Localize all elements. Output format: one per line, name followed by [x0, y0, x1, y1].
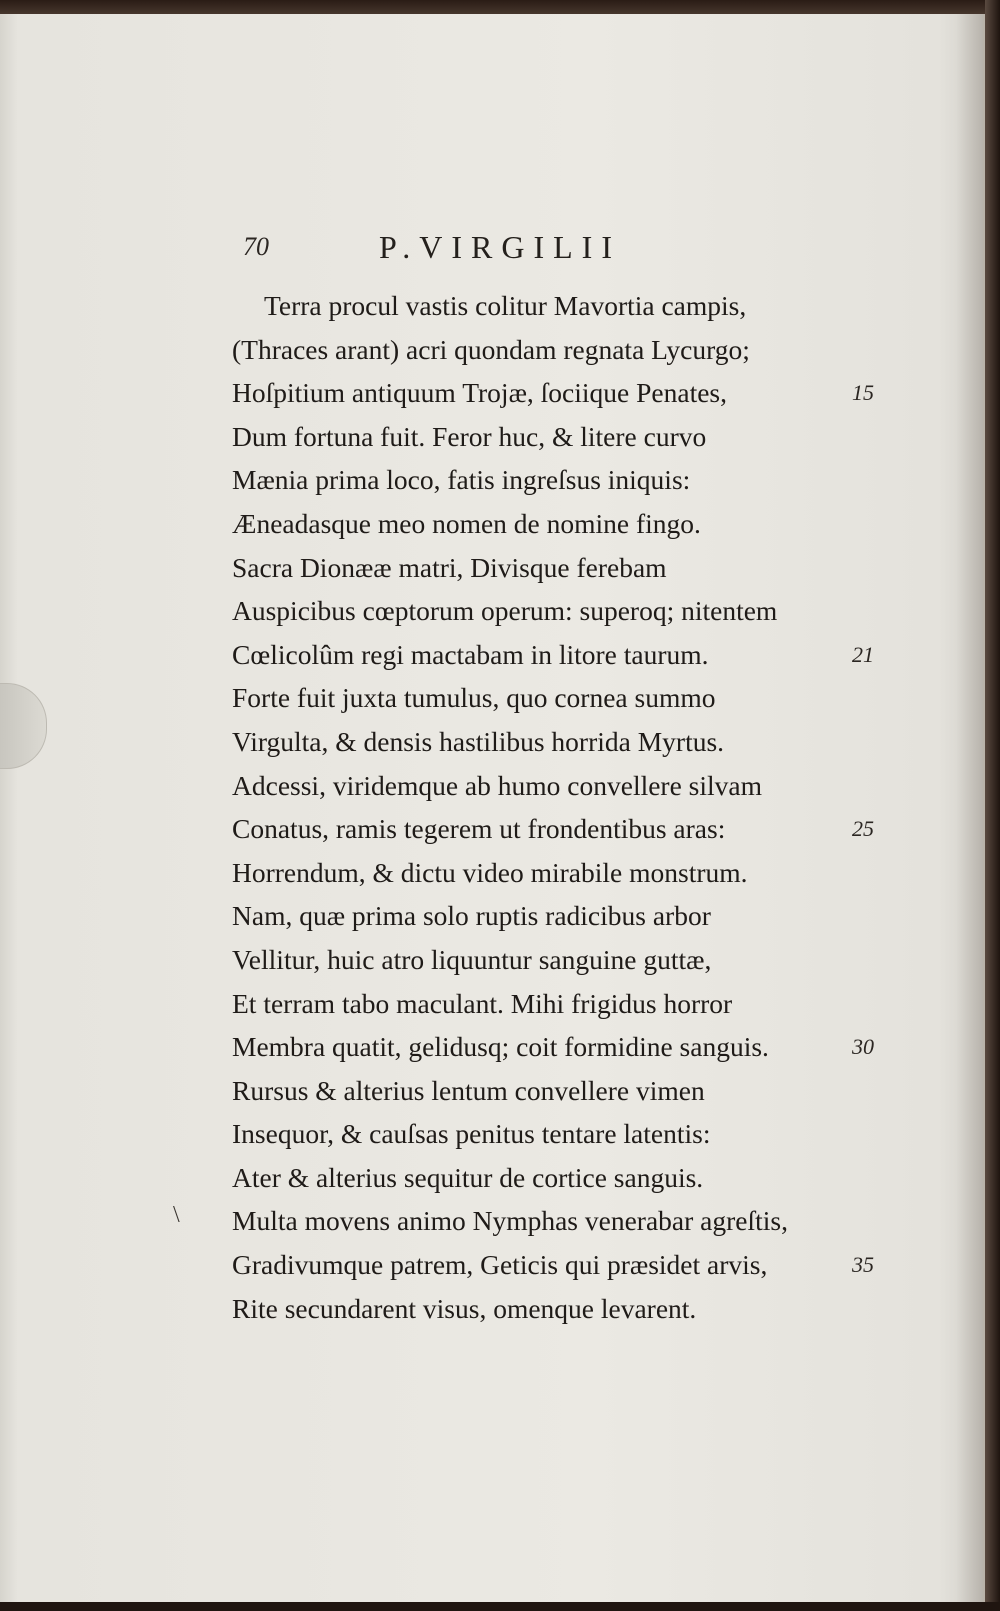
verse-text: Insequor, & cauſsas penitus tentare latentis: [232, 1118, 711, 1150]
verse-line [232, 807, 888, 851]
verse-text: Rite secundarent visus, omenque levarent. [232, 1292, 697, 1324]
verse-number: 21 [852, 641, 874, 667]
verse-line [232, 1243, 888, 1287]
verse-line [232, 676, 888, 720]
verse-text: Membra quatit, gelidusq; coit formidine sanguis. [232, 1031, 769, 1063]
verse-line [232, 764, 888, 808]
book-cover-edge [985, 0, 1000, 1611]
verse-text: Æneadasque meo nomen de nomine fingo. [232, 507, 701, 539]
verse-line [232, 371, 888, 415]
verse-text: Adcessi, viridemque ab humo convellere silvam [232, 769, 762, 801]
verse-line [232, 328, 888, 372]
verse-text: Terra procul vastis colitur Mavortia campis, [264, 290, 747, 321]
verse-line [232, 1069, 888, 1113]
verse-text: Et terram tabo maculant. Mihi frigidus horror [232, 987, 733, 1019]
verse-line [232, 1156, 888, 1200]
verse-line [232, 1199, 888, 1243]
verse-line [232, 1287, 888, 1331]
verse-text: Dum fortuna fuit. Feror huc, & litere curvo [232, 420, 707, 452]
verse-text: Conatus, ramis tegerem ut frondentibus aras: [232, 813, 726, 845]
book-bottom-edge [0, 1602, 1000, 1611]
verse-number: 25 [852, 816, 874, 842]
margin-mark: \ [173, 1202, 180, 1228]
verse-text: Nam, quæ prima solo ruptis radicibus arbor [232, 900, 711, 932]
verse-text: Ater & alterius sequitur de cortice sanguis. [232, 1161, 704, 1193]
verse-line [232, 284, 888, 328]
verse-block [232, 284, 888, 1330]
verse-text: Hoſpitium antiquum Trojæ, ſociique Penates, [232, 377, 727, 409]
verse-line [232, 546, 888, 590]
verse-text: Forte fuit juxta tumulus, quo cornea summo [232, 682, 716, 714]
verse-line [232, 938, 888, 982]
verse-line [232, 1112, 888, 1156]
verse-line [232, 458, 888, 502]
verse-text: Cœlicolûm regi mactabam in litore taurum. [232, 638, 709, 670]
verse-text: Multa movens animo Nymphas venerabar agreſtis, [232, 1205, 788, 1237]
verse-line [232, 982, 888, 1026]
running-title: P.VIRGILII [379, 229, 621, 265]
page-number: 70 [243, 232, 269, 261]
verse-text: Horrendum, & dictu video mirabile monstrum. [232, 856, 748, 888]
verse-line [232, 415, 888, 459]
verse-line [232, 589, 888, 633]
verse-text: (Thraces arant) acri quondam regnata Lycurgo; [232, 333, 750, 365]
verse-text: Sacra Dionææ matri, Divisque ferebam [232, 551, 667, 583]
verse-line [232, 720, 888, 764]
verse-number: 35 [852, 1252, 874, 1278]
verse-text: Auspicibus cœptorum operum: superoq; nitentem [232, 595, 778, 627]
verse-line [232, 633, 888, 677]
verse-line [232, 1025, 888, 1069]
verse-text: Gradivumque patrem, Geticis qui præsidet arvis, [232, 1249, 768, 1281]
verse-line [232, 894, 888, 938]
page-header [243, 227, 723, 267]
verse-text: Rursus & alterius lentum convellere vimen [232, 1074, 705, 1106]
verse-line [232, 502, 888, 546]
verse-number: 30 [852, 1034, 874, 1060]
verse-number: 15 [852, 380, 874, 406]
verse-text: Mænia prima loco, fatis ingreſsus iniquis: [232, 464, 691, 496]
verse-line [232, 851, 888, 895]
verse-text: Virgulta, & densis hastilibus horrida Myrtus. [232, 725, 725, 757]
verse-text: Vellitur, huic atro liquuntur sanguine guttæ, [232, 943, 712, 975]
